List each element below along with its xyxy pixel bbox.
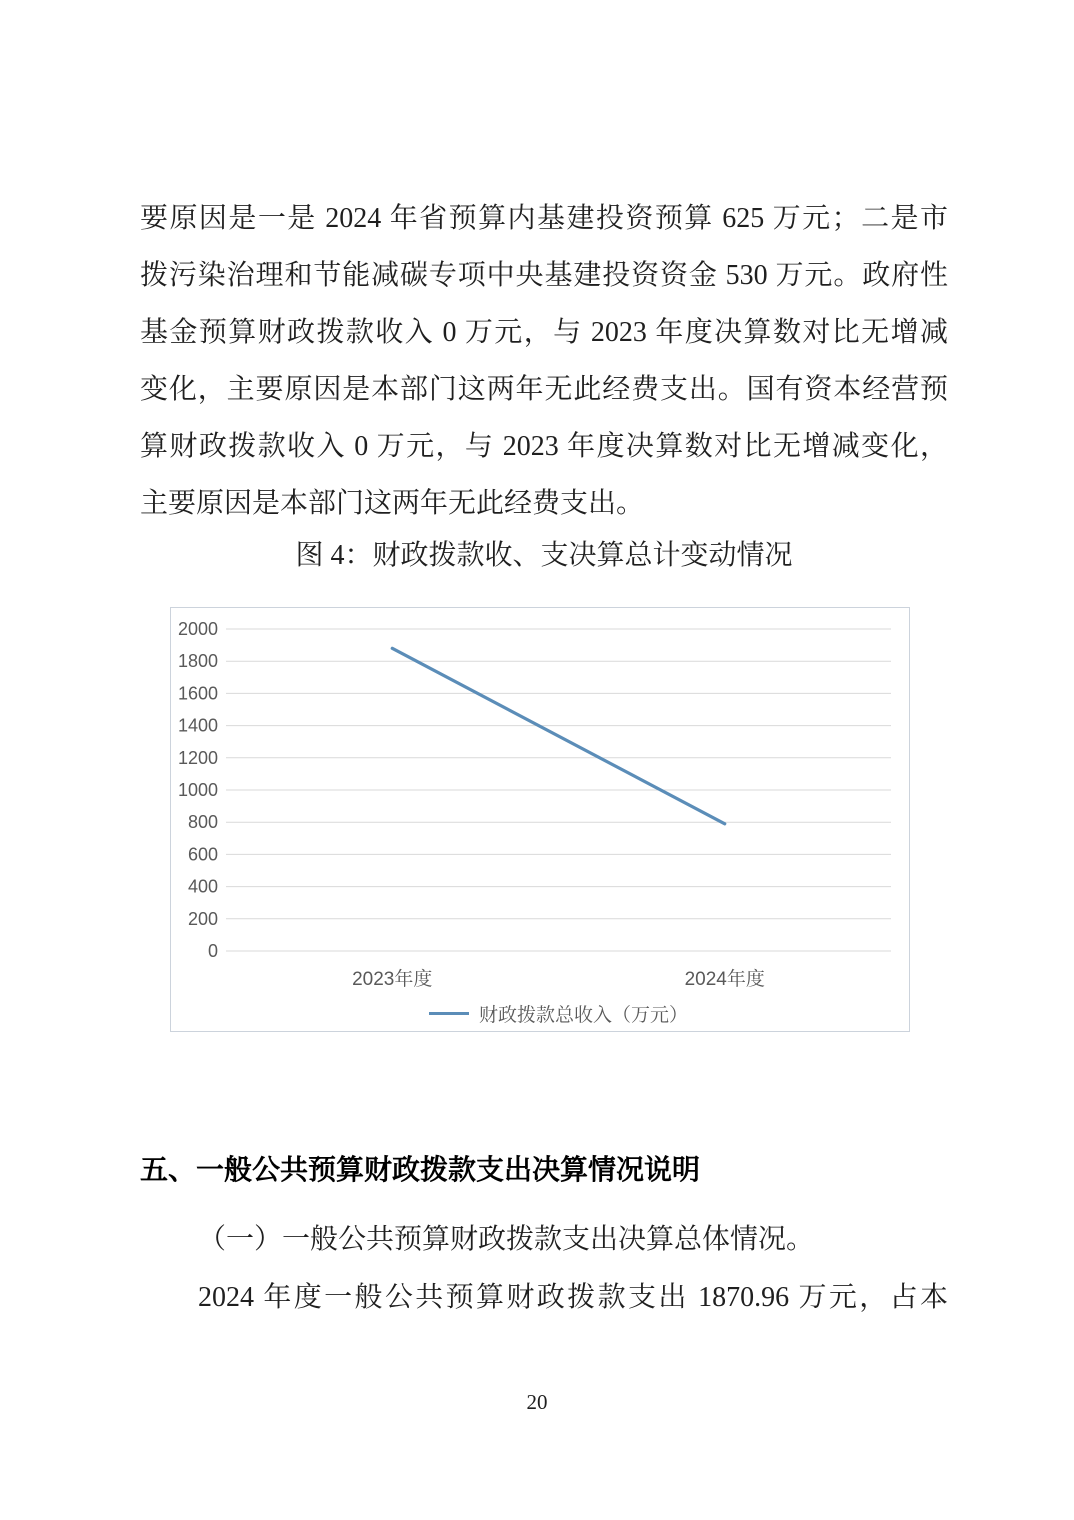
figure-caption: 图 4：财政拨款收、支决算总计变动情况 xyxy=(295,540,793,571)
chart-legend xyxy=(226,1000,891,1026)
y-axis-tick-label: 0 xyxy=(207,941,218,961)
legend-line-swatch xyxy=(429,1012,469,1015)
body-line: 算财政拨款收入 0 万元，与 2023 年度决算数对比无增减变化， xyxy=(140,431,948,462)
page-number: 20 xyxy=(526,1390,548,1414)
section-heading: 五、一般公共预算财政拨款支出决算情况说明 xyxy=(140,1155,701,1186)
body-paragraph xyxy=(140,190,948,532)
sub-paragraph: （一）一般公共预算财政拨款支出决算总体情况。 xyxy=(198,1224,815,1255)
y-axis-tick-label: 1000 xyxy=(177,780,218,800)
y-axis-tick-label: 200 xyxy=(187,908,218,929)
y-axis-tick-label: 800 xyxy=(187,812,218,833)
body-line: 主要原因是本部门这两年无此经费支出。 xyxy=(140,488,645,519)
line-chart-svg xyxy=(171,608,909,1031)
data-series-line xyxy=(392,648,725,823)
body-line: 拨污染治理和节能减碳专项中央基建投资资金 530 万元。政府性 xyxy=(140,260,948,291)
y-axis-tick-label: 1200 xyxy=(177,747,218,768)
body-line: 要原因是一是 2024 年省预算内基建投资预算 625 万元；二是市 xyxy=(140,203,948,234)
figure-chart xyxy=(170,607,910,1032)
body-line: 基金预算财政拨款收入 0 万元，与 2023 年度决算数对比无增减 xyxy=(140,317,948,348)
x-axis-tick-label: 2024年度 xyxy=(684,969,765,990)
y-axis-tick-label: 600 xyxy=(187,844,218,865)
closing-paragraph-line: 2024 年度一般公共预算财政拨款支出 1870.96 万元，占本 xyxy=(198,1282,948,1313)
y-axis-tick-label: 2000 xyxy=(177,619,218,639)
y-axis-tick-label: 400 xyxy=(187,876,218,897)
legend-label: 财政拨款总收入（万元） xyxy=(478,1004,688,1026)
y-axis-tick-label: 1400 xyxy=(177,715,218,736)
y-axis-tick-label: 1800 xyxy=(177,651,218,672)
body-line: 变化，主要原因是本部门这两年无此经费支出。国有资本经营预 xyxy=(140,374,948,405)
y-axis-tick-label: 1600 xyxy=(177,683,218,704)
x-axis-tick-label: 2023年度 xyxy=(352,969,433,990)
